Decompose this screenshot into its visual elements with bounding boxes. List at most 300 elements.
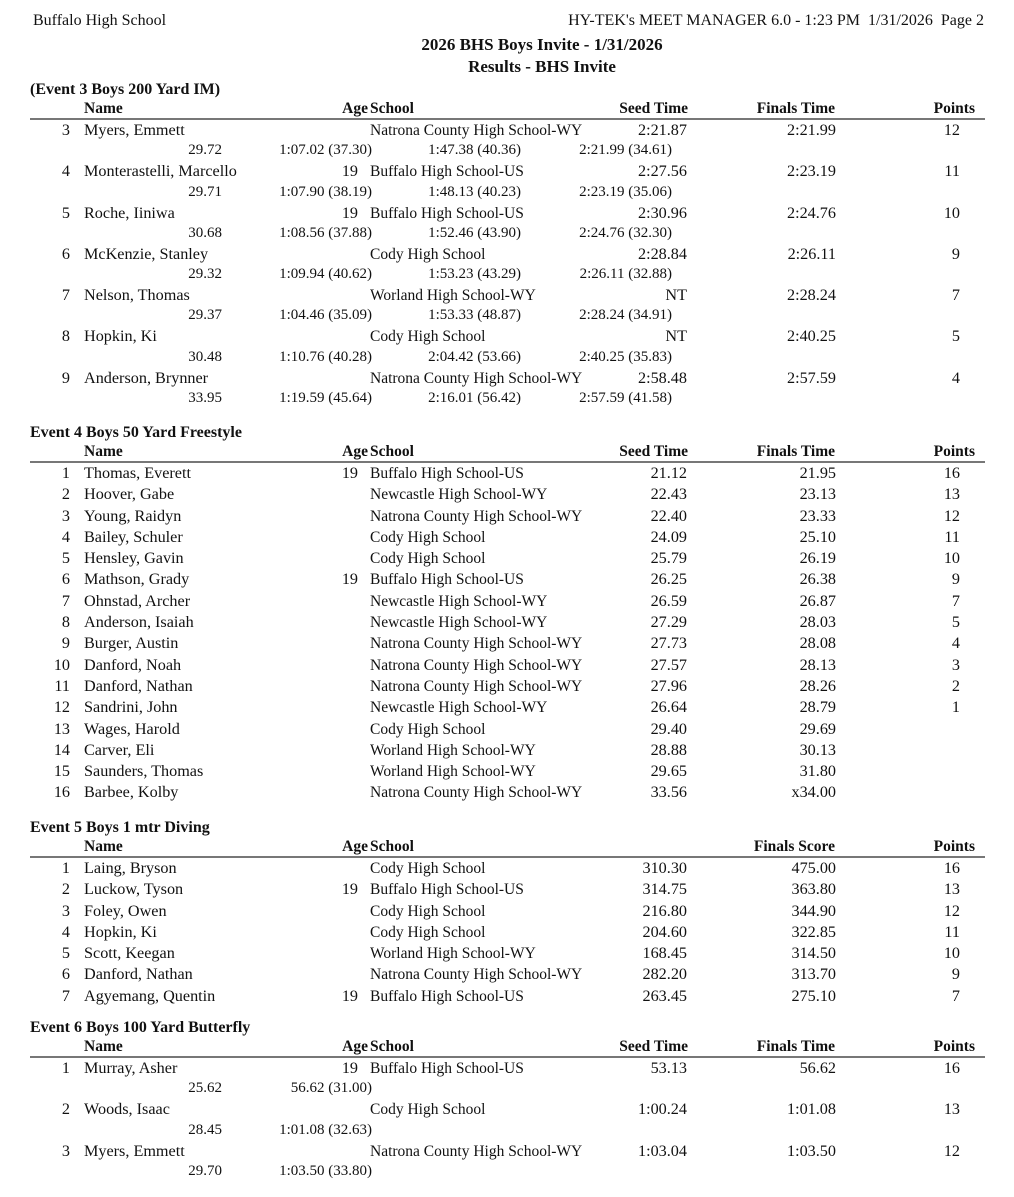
result-points: 12: [943, 121, 960, 139]
result-finals: 25.10: [799, 527, 836, 546]
result-seed: 168.45: [642, 944, 687, 963]
result-points: 10: [943, 203, 960, 222]
split-time: 29.71: [188, 183, 222, 200]
column-header-points: Points: [933, 1038, 975, 1055]
result-points: 9: [951, 570, 960, 589]
result-row: [30, 569, 985, 590]
result-name: Mathson, Grady: [84, 570, 190, 589]
split-time: 1:07.90 (38.19): [279, 183, 372, 200]
result-finals: 29.69: [799, 719, 836, 738]
meet-title: 2026 BHS Boys Invite - 1/31/2026: [421, 35, 663, 54]
result-name: Ohnstad, Archer: [84, 591, 191, 610]
result-school: Newcastle High School-WY: [370, 614, 548, 632]
result-seed: NT: [665, 286, 687, 305]
result-place: 6: [61, 965, 70, 984]
split-times-row: [30, 389, 985, 409]
split-times-row: [30, 224, 985, 244]
result-name: Saunders, Thomas: [84, 762, 204, 781]
result-name: Monterastelli, Marcello: [84, 162, 237, 181]
result-school: Natrona County High School-WY: [370, 635, 583, 653]
result-name: Wages, Harold: [84, 719, 180, 738]
result-finals: 2:23.19: [786, 162, 836, 181]
column-header-name: Name: [84, 443, 123, 460]
result-school: Cody High School: [370, 328, 486, 346]
result-school: Cody High School: [370, 923, 486, 941]
result-row: [30, 203, 985, 224]
result-seed: 27.57: [650, 655, 687, 674]
result-points: 1: [951, 698, 960, 717]
result-place: 8: [61, 613, 70, 632]
column-header-school: School: [370, 838, 414, 855]
result-points: 5: [951, 613, 960, 632]
result-finals: 26.38: [799, 570, 836, 589]
column-header-finals: Finals Time: [756, 100, 835, 117]
result-school: Natrona County High School-WY: [370, 656, 583, 674]
result-name: Scott, Keegan: [84, 944, 175, 963]
result-name: Hoover, Gabe: [84, 485, 175, 504]
result-school: Natrona County High School-WY: [370, 507, 583, 525]
result-points: 12: [943, 1141, 960, 1160]
result-school: Natrona County High School-WY: [370, 677, 583, 695]
result-place: 5: [61, 944, 70, 963]
result-row: [30, 782, 985, 803]
result-row: [30, 655, 985, 676]
result-row: [30, 858, 985, 879]
result-finals: 2:24.76: [786, 203, 836, 222]
column-header-name: Name: [84, 1038, 123, 1055]
result-place: 4: [61, 162, 70, 181]
result-points: 7: [951, 591, 960, 610]
column-header-school: School: [370, 100, 414, 117]
result-place: 9: [61, 368, 70, 387]
result-age: 19: [341, 203, 358, 222]
result-points: 13: [943, 1100, 960, 1119]
result-row: [30, 901, 985, 922]
column-header-row: [30, 443, 985, 463]
split-time: 2:40.25 (35.83): [579, 348, 672, 365]
result-row: [30, 740, 985, 761]
result-school: Buffalo High School-US: [370, 571, 524, 589]
result-finals: 2:57.59: [786, 368, 836, 387]
result-school: Cody High School: [370, 720, 486, 738]
result-name: Carver, Eli: [84, 740, 155, 759]
result-school: Buffalo High School-US: [370, 881, 524, 899]
result-name: Myers, Emmett: [84, 121, 185, 139]
column-header-age: Age: [342, 443, 368, 460]
result-name: McKenzie, Stanley: [84, 244, 209, 263]
split-times-row: [30, 1121, 985, 1141]
result-school: Cody High School: [370, 860, 486, 877]
result-place: 4: [61, 922, 70, 941]
split-time: 1:52.46 (43.90): [428, 224, 521, 241]
page-header-left: Buffalo High School: [33, 12, 167, 29]
result-place: 11: [54, 676, 70, 695]
result-seed: 27.29: [650, 613, 687, 632]
split-time: 2:28.24 (34.91): [579, 307, 672, 324]
result-seed: 2:58.48: [637, 368, 687, 387]
result-school: Buffalo High School-US: [370, 465, 524, 482]
result-finals: 23.33: [799, 506, 836, 525]
result-points: 16: [943, 464, 960, 482]
result-name: Danford, Noah: [84, 655, 182, 674]
result-row: [30, 506, 985, 527]
column-header-age: Age: [342, 1038, 368, 1055]
column-header-name: Name: [84, 838, 123, 855]
result-place: 16: [53, 783, 70, 802]
result-finals: 28.13: [799, 655, 836, 674]
result-seed: 33.56: [650, 783, 687, 802]
result-name: Anderson, Brynner: [84, 368, 209, 387]
result-points: 2: [951, 676, 960, 695]
split-time: 2:26.11 (32.88): [579, 266, 672, 283]
column-header-points: Points: [933, 100, 975, 117]
result-age: 19: [341, 464, 358, 482]
result-finals: x34.00: [791, 783, 836, 802]
result-place: 3: [61, 121, 70, 139]
column-header-seed: Seed Time: [619, 1038, 688, 1055]
result-seed: 2:27.56: [637, 162, 687, 181]
result-name: Young, Raidyn: [84, 506, 182, 525]
result-seed: 1:00.24: [637, 1100, 687, 1119]
result-place: 2: [61, 485, 70, 504]
result-points: 12: [943, 506, 960, 525]
result-points: 5: [951, 327, 960, 346]
column-header-row: [30, 1038, 985, 1058]
event-title: Event 4 Boys 50 Yard Freestyle: [30, 424, 242, 441]
result-seed: 1:03.04: [637, 1141, 687, 1160]
split-time: 2:21.99 (34.61): [579, 142, 672, 159]
result-points: 13: [943, 880, 960, 899]
result-finals: 363.80: [791, 880, 836, 899]
result-points: 11: [944, 162, 960, 181]
result-finals: 2:21.99: [786, 121, 836, 139]
result-seed: 310.30: [642, 859, 687, 877]
result-school: Worland High School-WY: [370, 741, 536, 759]
result-points: 10: [943, 549, 960, 568]
result-seed: 26.59: [650, 591, 687, 610]
result-name: Nelson, Thomas: [84, 286, 190, 305]
result-place: 14: [53, 740, 70, 759]
column-header-name: Name: [84, 100, 123, 117]
result-points: 11: [944, 922, 960, 941]
split-time: 1:47.38 (40.36): [428, 142, 521, 159]
result-finals: 26.19: [799, 549, 836, 568]
result-row: [30, 527, 985, 548]
result-name: Foley, Owen: [84, 901, 167, 920]
result-seed: 314.75: [642, 880, 687, 899]
result-school: Worland High School-WY: [370, 287, 536, 305]
result-school: Natrona County High School-WY: [370, 369, 583, 387]
result-school: Newcastle High School-WY: [370, 699, 548, 717]
event-title: Event 6 Boys 100 Yard Butterfly: [30, 1019, 251, 1036]
split-times-row: [30, 141, 985, 161]
split-time: 1:03.50 (33.80): [279, 1162, 372, 1179]
result-finals: 322.85: [791, 922, 836, 941]
event-section: [30, 423, 985, 804]
column-header-age: Age: [342, 838, 368, 855]
result-row: [30, 244, 985, 265]
split-time: 33.95: [188, 390, 222, 407]
result-name: Anderson, Isaiah: [84, 613, 194, 632]
split-time: 1:07.02 (37.30): [279, 142, 372, 159]
split-time: 29.72: [188, 142, 222, 159]
column-header-finals: Finals Score: [753, 838, 835, 855]
result-place: 3: [61, 506, 70, 525]
result-place: 5: [61, 549, 70, 568]
result-name: Woods, Isaac: [84, 1100, 170, 1119]
result-row: [30, 943, 985, 964]
result-name: Barbee, Kolby: [84, 783, 179, 802]
result-seed: 282.20: [642, 965, 687, 984]
column-header-points: Points: [933, 838, 975, 855]
split-time: 1:53.33 (48.87): [428, 307, 521, 324]
result-place: 12: [53, 698, 70, 717]
result-finals: 26.87: [799, 591, 836, 610]
result-row: [30, 120, 985, 141]
result-row: [30, 285, 985, 306]
result-finals: 2:26.11: [787, 244, 836, 263]
result-row: [30, 463, 985, 484]
result-age: 19: [341, 986, 358, 1005]
split-time: 28.45: [188, 1121, 222, 1138]
result-school: Natrona County High School-WY: [370, 966, 583, 984]
result-finals: 23.13: [799, 485, 836, 504]
result-age: 19: [341, 162, 358, 181]
result-row: [30, 676, 985, 697]
result-row: [30, 548, 985, 569]
result-seed: 204.60: [642, 922, 687, 941]
result-seed: 27.96: [650, 676, 687, 695]
result-place: 9: [61, 634, 70, 653]
split-time: 2:23.19 (35.06): [579, 183, 672, 200]
split-time: 1:19.59 (45.64): [279, 390, 372, 407]
result-points: 10: [943, 944, 960, 963]
result-school: Cody High School: [370, 902, 486, 920]
split-time: 1:10.76 (40.28): [279, 348, 372, 365]
result-points: 16: [943, 1059, 960, 1077]
result-place: 2: [61, 1100, 70, 1119]
result-row: [30, 368, 985, 389]
result-seed: 26.64: [650, 698, 687, 717]
result-place: 8: [61, 327, 70, 346]
result-finals: 31.80: [799, 762, 836, 781]
result-place: 3: [61, 901, 70, 920]
result-finals: 28.03: [799, 613, 836, 632]
column-header-finals: Finals Time: [756, 1038, 835, 1055]
result-points: 4: [951, 368, 960, 387]
column-header-row: [30, 100, 985, 120]
result-place: 5: [61, 203, 70, 222]
result-seed: 27.73: [650, 634, 687, 653]
result-age: 19: [341, 1059, 358, 1077]
column-header-seed: Seed Time: [619, 443, 688, 460]
result-points: 4: [951, 634, 960, 653]
result-place: 13: [53, 719, 70, 738]
result-points: 12: [943, 901, 960, 920]
split-times-row: [30, 348, 985, 368]
result-seed: 22.43: [650, 485, 687, 504]
result-finals: 21.95: [799, 464, 836, 482]
result-place: 2: [61, 880, 70, 899]
result-name: Agyemang, Quentin: [84, 986, 216, 1005]
result-row: [30, 986, 985, 1007]
result-points: 16: [943, 859, 960, 877]
split-time: 1:53.23 (43.29): [428, 266, 521, 283]
event-section: [30, 1018, 985, 1182]
split-time: 1:48.13 (40.23): [428, 183, 521, 200]
result-seed: 21.12: [650, 464, 687, 482]
result-school: Buffalo High School-US: [370, 204, 524, 222]
column-header-age: Age: [342, 100, 368, 117]
result-school: Newcastle High School-WY: [370, 486, 548, 504]
split-time: 29.70: [188, 1162, 222, 1179]
event-title: Event 5 Boys 1 mtr Diving: [30, 819, 210, 836]
result-school: Buffalo High School-US: [370, 987, 524, 1005]
result-school: Natrona County High School-WY: [370, 1142, 583, 1160]
result-row: [30, 484, 985, 505]
result-name: Luckow, Tyson: [84, 880, 184, 899]
result-school: Buffalo High School-US: [370, 163, 524, 181]
result-seed: 2:30.96: [637, 203, 687, 222]
result-seed: 2:21.87: [637, 121, 687, 139]
split-time: 1:09.94 (40.62): [279, 266, 372, 283]
page-header-right: HY-TEK's MEET MANAGER 6.0 - 1:23 PM 1/31/2026 Page 2: [568, 12, 984, 29]
column-header-row: [30, 838, 985, 858]
result-name: Laing, Bryson: [84, 859, 177, 877]
result-place: 10: [53, 655, 70, 674]
result-row: [30, 612, 985, 633]
result-finals: 30.13: [799, 740, 836, 759]
result-place: 7: [61, 986, 70, 1005]
split-times-row: [30, 1079, 985, 1099]
split-time: 1:01.08 (32.63): [279, 1121, 372, 1138]
result-place: 7: [61, 286, 70, 305]
result-place: 3: [61, 1141, 70, 1160]
result-name: Murray, Asher: [84, 1059, 178, 1077]
event-title: (Event 3 Boys 200 Yard IM): [30, 81, 221, 98]
result-name: Sandrini, John: [84, 698, 178, 717]
result-finals: 344.90: [791, 901, 836, 920]
result-points: 7: [951, 286, 960, 305]
result-name: Hopkin, Ki: [84, 922, 157, 941]
result-seed: NT: [665, 327, 687, 346]
column-header-points: Points: [933, 443, 975, 460]
result-name: Thomas, Everett: [84, 464, 191, 482]
event-section: [30, 80, 985, 409]
result-row: [30, 1058, 985, 1079]
result-row: [30, 591, 985, 612]
result-seed: 29.40: [650, 719, 687, 738]
split-times-row: [30, 1162, 985, 1182]
result-points: 9: [951, 244, 960, 263]
split-time: 1:08.56 (37.88): [279, 224, 372, 241]
result-school: Cody High School: [370, 245, 486, 263]
result-finals: 56.62: [799, 1059, 836, 1077]
result-school: Cody High School: [370, 550, 486, 568]
column-header-seed: Seed Time: [619, 100, 688, 117]
result-points: 9: [951, 965, 960, 984]
result-place: 7: [61, 591, 70, 610]
split-time: 2:24.76 (32.30): [579, 224, 672, 241]
result-row: [30, 326, 985, 347]
result-row: [30, 1141, 985, 1162]
result-seed: 24.09: [650, 527, 687, 546]
split-time: 30.68: [188, 224, 222, 241]
split-time: 2:16.01 (56.42): [428, 390, 521, 407]
result-school: Cody High School: [370, 528, 486, 546]
result-row: [30, 922, 985, 943]
result-name: Bailey, Schuler: [84, 527, 183, 546]
result-finals: 2:28.24: [786, 286, 836, 305]
result-points: 3: [951, 655, 960, 674]
result-points: 7: [951, 986, 960, 1005]
result-seed: 29.65: [650, 762, 687, 781]
result-seed: 216.80: [642, 901, 687, 920]
result-finals: 475.00: [791, 859, 836, 877]
result-row: [30, 761, 985, 782]
result-seed: 25.79: [650, 549, 687, 568]
result-finals: 28.08: [799, 634, 836, 653]
result-name: Roche, Iiniwa: [84, 203, 175, 222]
result-name: Danford, Nathan: [84, 676, 193, 695]
result-seed: 22.40: [650, 506, 687, 525]
result-finals: 1:03.50: [786, 1141, 836, 1160]
result-school: Worland High School-WY: [370, 763, 536, 781]
result-row: [30, 1099, 985, 1120]
split-time: 56.62 (31.00): [290, 1080, 372, 1097]
split-times-row: [30, 306, 985, 326]
result-place: 6: [61, 570, 70, 589]
result-name: Hopkin, Ki: [84, 327, 157, 346]
result-finals: 28.79: [799, 698, 836, 717]
split-time: 30.48: [188, 348, 222, 365]
result-points: 13: [943, 485, 960, 504]
result-place: 1: [61, 1059, 70, 1077]
split-time: 29.37: [188, 307, 222, 324]
split-time: 29.32: [188, 266, 222, 283]
split-times-row: [30, 265, 985, 285]
result-name: Myers, Emmett: [84, 1141, 185, 1160]
result-name: Danford, Nathan: [84, 965, 193, 984]
split-time: 1:04.46 (35.09): [279, 307, 372, 324]
result-row: [30, 879, 985, 900]
result-place: 15: [53, 762, 70, 781]
split-time: 25.62: [188, 1080, 222, 1097]
results-subtitle: Results - BHS Invite: [468, 57, 616, 76]
result-finals: 275.10: [791, 986, 836, 1005]
result-finals: 28.26: [799, 676, 836, 695]
result-seed: 2:28.84: [637, 244, 687, 263]
column-header-school: School: [370, 443, 414, 460]
result-seed: 263.45: [642, 986, 687, 1005]
result-row: [30, 719, 985, 740]
result-finals: 1:01.08: [786, 1100, 836, 1119]
result-name: Hensley, Gavin: [84, 549, 184, 568]
split-time: 2:04.42 (53.66): [428, 348, 521, 365]
result-age: 19: [341, 570, 358, 589]
result-finals: 2:40.25: [786, 327, 836, 346]
result-row: [30, 633, 985, 654]
result-finals: 314.50: [791, 944, 836, 963]
split-times-row: [30, 183, 985, 203]
result-seed: 53.13: [650, 1059, 687, 1077]
result-school: Newcastle High School-WY: [370, 592, 548, 610]
result-school: Worland High School-WY: [370, 945, 536, 963]
result-school: Natrona County High School-WY: [370, 784, 583, 802]
result-age: 19: [341, 880, 358, 899]
result-seed: 26.25: [650, 570, 687, 589]
result-place: 1: [61, 464, 70, 482]
